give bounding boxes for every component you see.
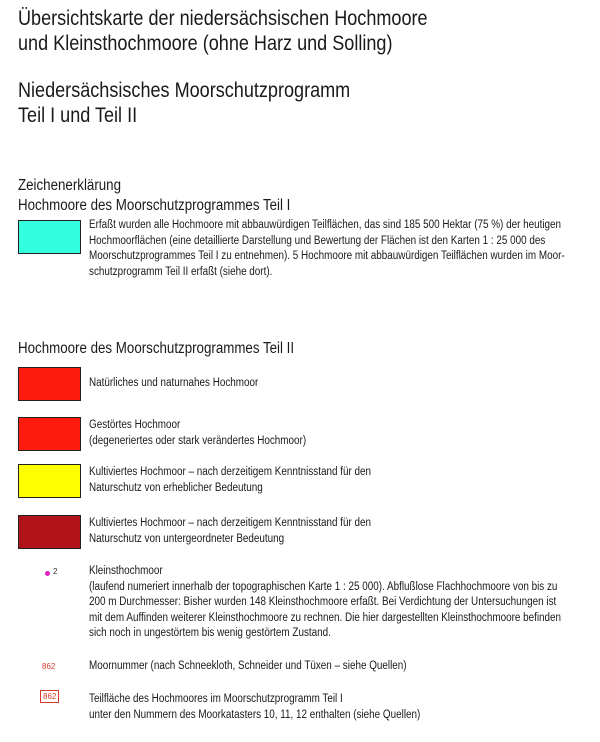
- legend-line: mit dem Auffinden weiterer Kleinsthochmoore zu rechnen. Die hier dargestellten Kleinsthochmoore befinden: [89, 611, 562, 624]
- map-title: [18, 6, 428, 56]
- legend-swatch-natuerlich: [18, 367, 81, 401]
- legend-line: (laufend numeriert innerhalb der topographischen Karte 1 : 25 000). Abflußlose Flachhochmoore von bis zu: [89, 580, 558, 593]
- title-line-1: Übersichtskarte der niedersächsischen Hochmoore: [18, 7, 428, 30]
- legend-line: Natürliches und naturnahes Hochmoor: [89, 377, 259, 389]
- legend-swatch-kultiviert-untergeordnet: [18, 515, 81, 549]
- legend-line: (degeneriertes oder stark verändertes Hochmoor): [89, 434, 307, 447]
- kleinsthochmoor-dot-icon: [45, 571, 50, 576]
- legend-swatch-teil-i: [18, 220, 81, 254]
- title-line-3: Niedersächsisches Moorschutzprogramm: [18, 79, 351, 102]
- legend-swatch-gestoert: [18, 417, 81, 451]
- legend-line: Naturschutz von erheblicher Bedeutung: [89, 481, 263, 494]
- legend-line: Kultiviertes Hochmoor – nach derzeitigem Kenntnisstand für den: [89, 517, 372, 529]
- legend-line: Erfaßt wurden alle Hochmoore mit abbauwürdigen Teilflächen, das sind 185 500 Hektar (75 %) der heutigen: [89, 219, 562, 231]
- section1-heading: Hochmoore des Moorschutzprogrammes Teil I: [18, 197, 291, 214]
- legend-heading: Zeichenerklärung: [18, 177, 121, 194]
- legend-line: schutzprogramm Teil II erfaßt (siehe dort).: [89, 265, 273, 278]
- program-title: [18, 78, 350, 128]
- legend-line: Moorschutzprogrammes Teil I zu entnehmen). 5 Hochmoore mit abbauwürdigen Teilflächen wurden im Moor-: [89, 250, 565, 262]
- legend-text-gestoert: [89, 418, 600, 449]
- legend-text-natuerlich: [89, 376, 600, 392]
- legend-swatch-kultiviert-erheblich: [18, 464, 81, 498]
- title-line-4: Teil I und Teil II: [18, 104, 138, 127]
- legend-text-kultiviert-erheblich: [89, 465, 600, 496]
- legend-line: Gestörtes Hochmoor: [89, 419, 181, 431]
- legend-text-teilflaeche: [89, 692, 600, 723]
- title-line-2: und Kleinsthochmoore (ohne Harz und Solling): [18, 32, 393, 55]
- teilflaeche-boxed-symbol: 862: [40, 690, 59, 703]
- legend-line: Teilfläche des Hochmoores im Moorschutzprogramm Teil I: [89, 693, 343, 705]
- moornummer-symbol: 862: [42, 662, 56, 671]
- legend-line: Naturschutz von untergeordneter Bedeutung: [89, 532, 285, 545]
- section2-heading: Hochmoore des Moorschutzprogrammes Teil II: [18, 340, 295, 357]
- legend-line: unter den Nummern des Moorkatasters 10, 11, 12 enthalten (siehe Quellen): [89, 708, 421, 721]
- legend-text-kleinsthochmoor: [89, 564, 600, 642]
- legend-text-kultiviert-untergeordnet: [89, 516, 600, 547]
- legend-line: 200 m Durchmesser: Bisher wurden 148 Kleinsthochmoore erfaßt. Bei Verdichtung der Untersuchungen ist: [89, 596, 557, 608]
- legend-text-moornummer: [89, 659, 600, 675]
- kleinsthochmoor-number: 2: [53, 567, 58, 576]
- legend-text-teil-i: [89, 218, 600, 280]
- legend-line: sich noch in ungestörtem bis wenig gestörtem Zustand.: [89, 627, 331, 639]
- legend-line: Kleinsthochmoor: [89, 565, 163, 577]
- legend-line: Kultiviertes Hochmoor – nach derzeitigem Kenntnisstand für den: [89, 466, 372, 478]
- legend-line: Moornummer (nach Schneekloth, Schneider und Tüxen – siehe Quellen): [89, 660, 407, 672]
- legend-line: Hochmoorflächen (eine detaillierte Darstellung und Bewertung der Flächen ist den Karten 1 : 25 000 des: [89, 234, 546, 247]
